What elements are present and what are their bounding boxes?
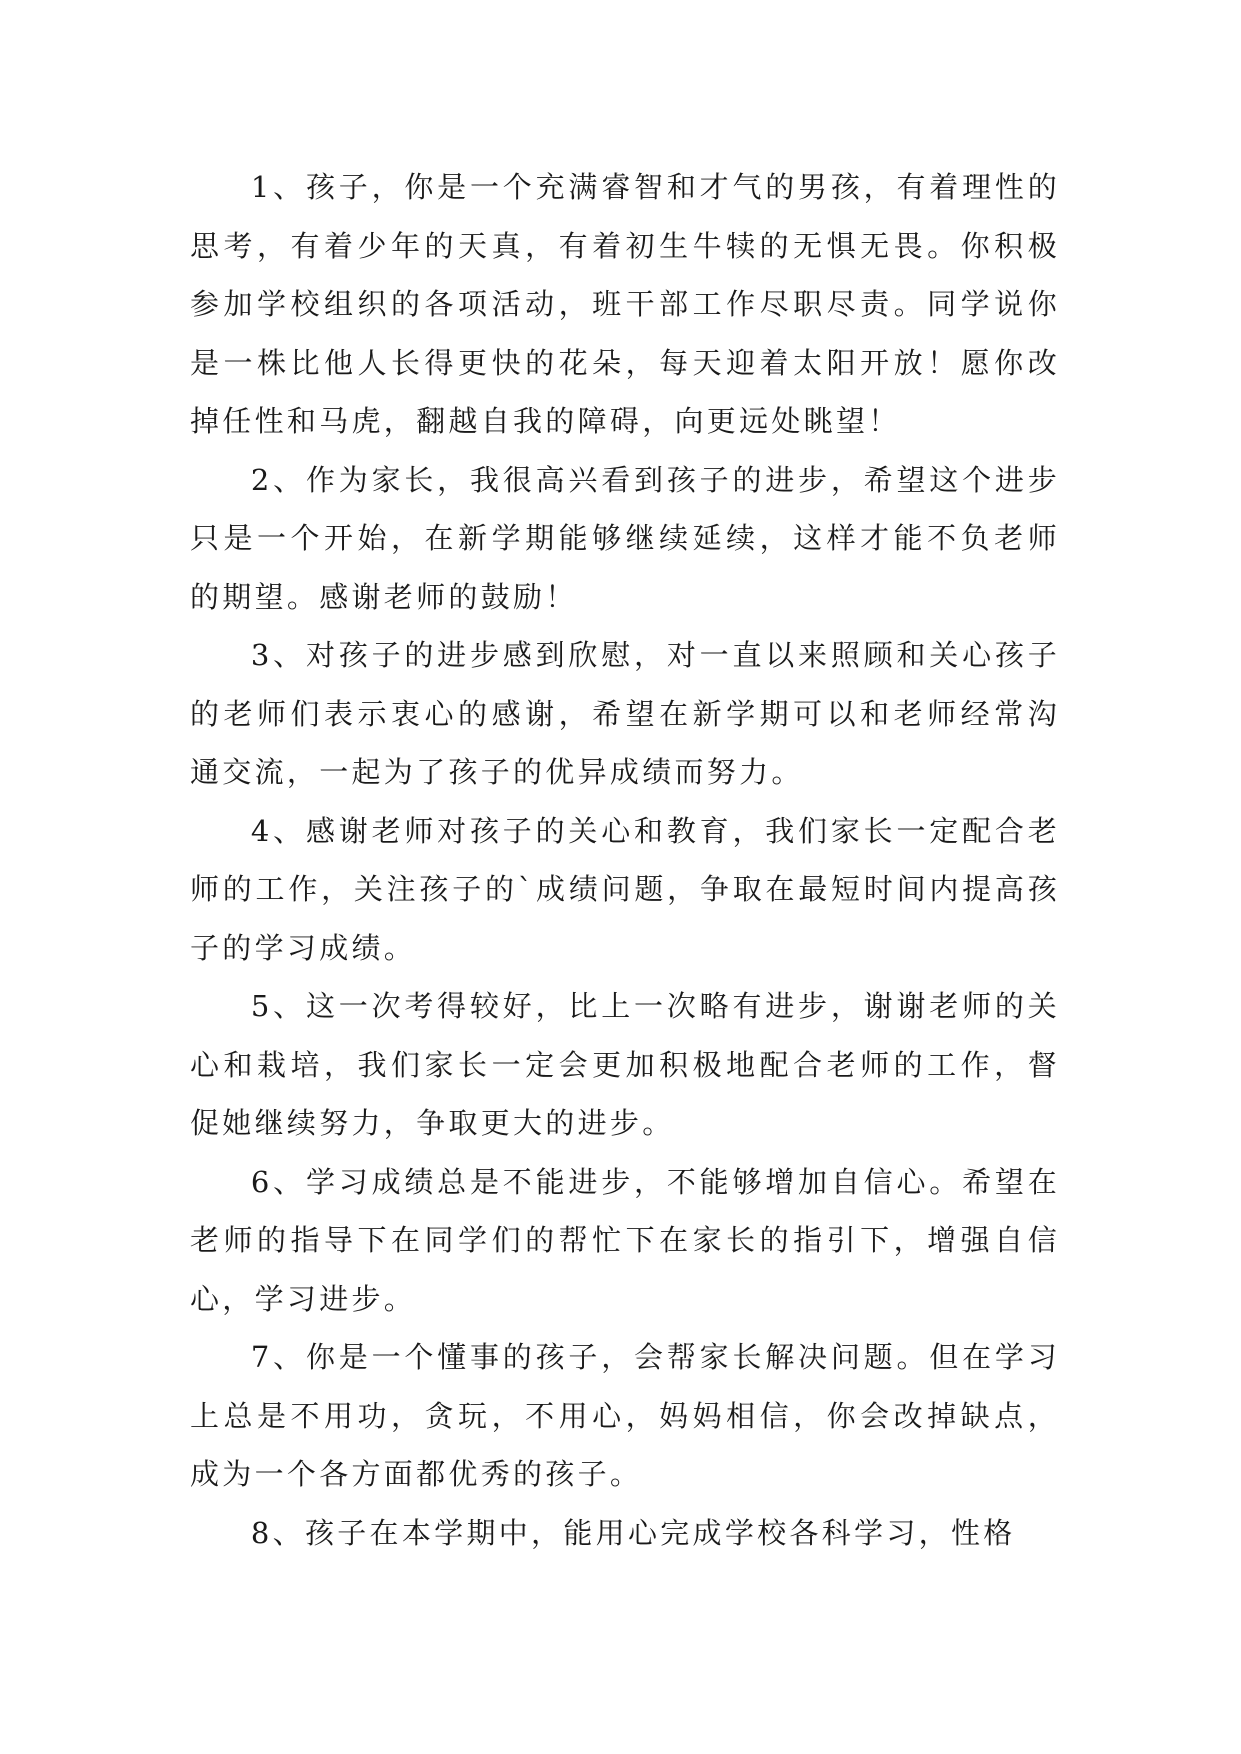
paragraph-4: 4、感谢老师对孩子的关心和教育，我们家长一定配合老师的工作，关注孩子的`成绩问题，争取在最短时间内提高孩子的学习成绩。: [190, 813, 1060, 965]
paragraph-1: 1、孩子，你是一个充满睿智和才气的男孩，有着理性的思考，有着少年的天真，有着初生牛犊的无惧无畏。你积极参加学校组织的各项活动，班干部工作尽职尽责。同学说你是一株比他人长得更快的花朵，每天迎着太阳开放！愿你改掉任性和马虎，翻越自我的障碍，向更远处眺望！: [190, 170, 1060, 438]
paragraph-2: 2、作为家长，我很高兴看到孩子的进步，希望这个进步只是一个开始，在新学期能够继续延续，这样才能不负老师的期望。感谢老师的鼓励！: [190, 462, 1060, 614]
paragraph-3: 3、对孩子的进步感到欣慰，对一直以来照顾和关心孩子的老师们表示衷心的感谢，希望在新学期可以和老师经常沟通交流，一起为了孩子的优异成绩而努力。: [190, 638, 1060, 789]
paragraph-5: 5、这一次考得较好，比上一次略有进步，谢谢老师的关心和栽培，我们家长一定会更加积极地配合老师的工作，督促她继续努力，争取更大的进步。: [190, 989, 1060, 1140]
paragraph-6: 6、学习成绩总是不能进步，不能够增加自信心。希望在老师的指导下在同学们的帮忙下在家长的指引下，增强自信心，学习进步。: [190, 1164, 1060, 1316]
document-body: [190, 158, 1060, 1562]
paragraph-8: 8、孩子在本学期中，能用心完成学校各科学习，性格: [250, 1515, 1016, 1550]
paragraph-7: 7、你是一个懂事的孩子，会帮家长解决问题。但在学习上总是不用功，贪玩，不用心，妈妈相信，你会改掉缺点，成为一个各方面都优秀的孩子。: [190, 1340, 1060, 1491]
